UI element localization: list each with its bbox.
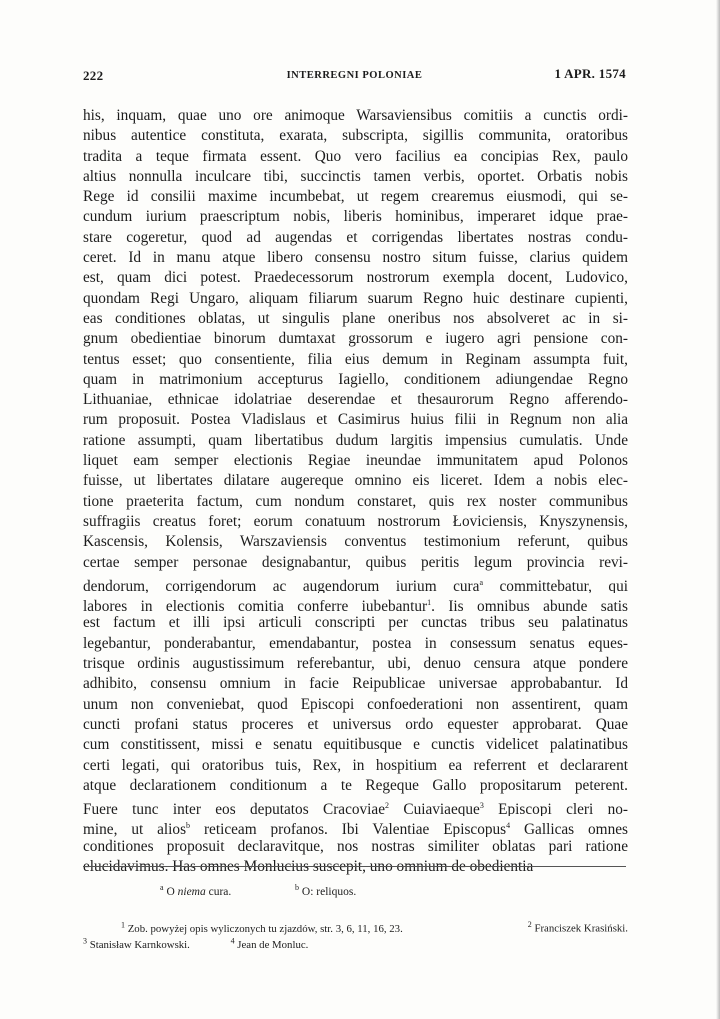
footnote-marker: b: [186, 821, 191, 831]
page-edge-shadow: [716, 0, 720, 1019]
note-text: Jean de Monluc.: [237, 938, 309, 951]
header-date: 1 APR. 1574: [554, 66, 626, 81]
note-mark: 2: [527, 920, 532, 929]
footnote-3: [83, 936, 193, 951]
note-text: O niema cura.: [166, 885, 232, 898]
text-line: conditiones proposuit declaravitque, nos nostras similiter oblatas pari ratione: [83, 837, 628, 855]
text-line: suffragiis creatus foret; eorum conatuum nostrorum Łoviciensis, Knyszynensis,: [83, 512, 628, 530]
text-line: atque declarationem conditionum a te Regeque Gallo propositarum peterent.: [83, 776, 628, 794]
footnote-line: [83, 917, 628, 933]
text-line: nibus autentice constituta, exarata, subscripta, sigillis communita, oratoribus: [83, 127, 628, 145]
footnote-line: [83, 933, 628, 949]
text-line: dendorum, corrigendorum ac augendorum iurium cura$^a$ committebatur, qui: [83, 577, 628, 594]
text-line: mine, ut alios$^b$ reticeam profanos. Ibi Valentiae Episcopus$^4$ Gallicas omnes: [83, 821, 628, 837]
text-line: certae semper personae designabantur, quibus peritis legum provincia revi-: [83, 553, 628, 571]
text-line: gnum obedientiae binorum dumtaxat grossorum e iugero agri pensione con-: [83, 330, 628, 348]
text-line: quondam Regi Ungaro, aliquam filiarum suarum Regno huic destinare cupienti,: [83, 289, 628, 307]
text-line: legebantur, ponderabantur, emendabantur, postea in consessum senatus eques-: [83, 634, 628, 652]
note-text: Zob. powyżej opis wyliczonych tu zjazdów, str. 3, 6, 11, 16, 23.: [127, 922, 403, 935]
footnotes: [83, 917, 628, 949]
text-line: elucidavimus. Has omnes Monlucius suscepit, uno omnium de obedientia: [83, 857, 534, 875]
text-line: trisque ordinis augustissimum referebantur, ubi, denuo censura atque pondere: [83, 655, 628, 673]
text-line: labores in electionis comitia conferre iubebantur$^1$. Iis omnibus abunde satis: [83, 598, 628, 614]
text-line: adhibito, consensu omnium in facie Reipublicae universae approbabantur. Id: [83, 675, 628, 693]
note-mark: 3: [83, 936, 87, 945]
note-text: O: reliquos.: [301, 885, 357, 898]
note-text: Stanisław Karnkowski.: [89, 938, 190, 951]
note-mark: 4: [230, 936, 235, 945]
critical-apparatus: [160, 883, 356, 898]
text-line: Fuere tunc inter eos deputatos Cracoviae$^2$ Cuiaviaeque$^3$ Episcopi cleri no-: [83, 801, 628, 817]
text-line: ceret. Id in manu atque libero consensu nostro situm fuisse, clarius quidem: [83, 249, 628, 267]
text-line: cundum iurium praescriptum nobis, liberis hominibus, imperaret idque prae-: [83, 208, 628, 226]
text-line: quam in matrimonium accepturus Iagiello, conditionem adiungendae Regno: [83, 370, 628, 388]
main-text: [83, 106, 628, 877]
text-line: his, inquam, quae uno ore animoque Warsaviensibus comitiis a cunctis ordi-: [83, 107, 628, 124]
footnote-marker: 4: [506, 821, 511, 831]
text-line: cum constitissent, missi e senatu equitibusque e cunctis videlicet palatinatibus: [83, 736, 628, 754]
note-mark: 1: [121, 920, 125, 929]
text-line: rum proposuit. Postea Vladislaus et Casimirus huius filii in Regnum non alia: [83, 411, 628, 429]
critical-note-a: [160, 883, 231, 898]
text-line: tione praeterita factum, cum nondum constaret, quis rex noster communibus: [83, 492, 628, 510]
text-line: ratione assumpti, quam libertatibus dudum largitis impensius cumulatis. Unde: [83, 431, 628, 449]
running-header: [83, 66, 626, 86]
footnote-marker: 2: [385, 801, 390, 811]
critical-note-b: [295, 883, 356, 898]
footnote-marker: 3: [479, 801, 484, 811]
text-line: est factum et illi ipsi articuli conscripti per cunctas tribus seu palatinatus: [83, 614, 628, 632]
footnote-marker: a: [479, 577, 483, 587]
text-line: fuisse, ut libertates dilatare augereque omnino eis liceret. Idem a nobis elec-: [83, 472, 628, 490]
text-line: Lithuaniae, ethnicae idolatriae deserendae et thesaurorum Regno afferendo-: [83, 391, 628, 409]
note-text: Franciszek Krasiński.: [534, 922, 628, 935]
text-line: est, quam dici potest. Praedecessorum nostrorum exempla docent, Ludovico,: [83, 269, 628, 287]
footnote-4: [193, 936, 309, 951]
note-mark: b: [295, 883, 300, 892]
text-line: Rege id consilii maxime incumbebat, ut regem crearemus eiusmodi, qui se-: [83, 188, 628, 206]
text-line: stare cogeretur, quod ad augendas et corrigendas libertates nostras condu-: [83, 228, 628, 246]
footnote-marker: 1: [427, 598, 432, 608]
page-number: 222: [83, 68, 104, 83]
text-line: eas conditiones oblatas, ut singulis plane oneribus nos absolveret ac in si-: [83, 309, 628, 327]
text-line: altius nonnulla inculcare tibi, succinctis tamen verbis, oportet. Orbatis nobis: [83, 167, 628, 185]
text-line: unum non conveniebat, quod Episcopi confoederationi non assentirent, quam: [83, 695, 628, 713]
text-line: certi legati, qui oratoribus tuis, Rex, in hospitium ea referrent et declararent: [83, 756, 628, 774]
text-line: tentus esset; quo consentiente, filia eius demum in Reginam assumpta fuit,: [83, 350, 628, 368]
text-line: tradita a teque firmata essent. Quo vero facilius ea concipias Rex, paulo: [83, 147, 628, 165]
footnote-separator: [83, 866, 626, 867]
note-mark: a: [160, 883, 164, 892]
text-line: Kascensis, Kolensis, Warszaviensis conventus testimonium referunt, quibus: [83, 533, 628, 551]
text-line: cuncti profani status proceres et universus ordo equester approbarat. Quae: [83, 715, 628, 733]
text-line: liquet eam semper electionis Regiae ineundae immunitatem apud Polonos: [83, 452, 628, 470]
running-title: INTERREGNI POLONIAE: [286, 70, 423, 81]
